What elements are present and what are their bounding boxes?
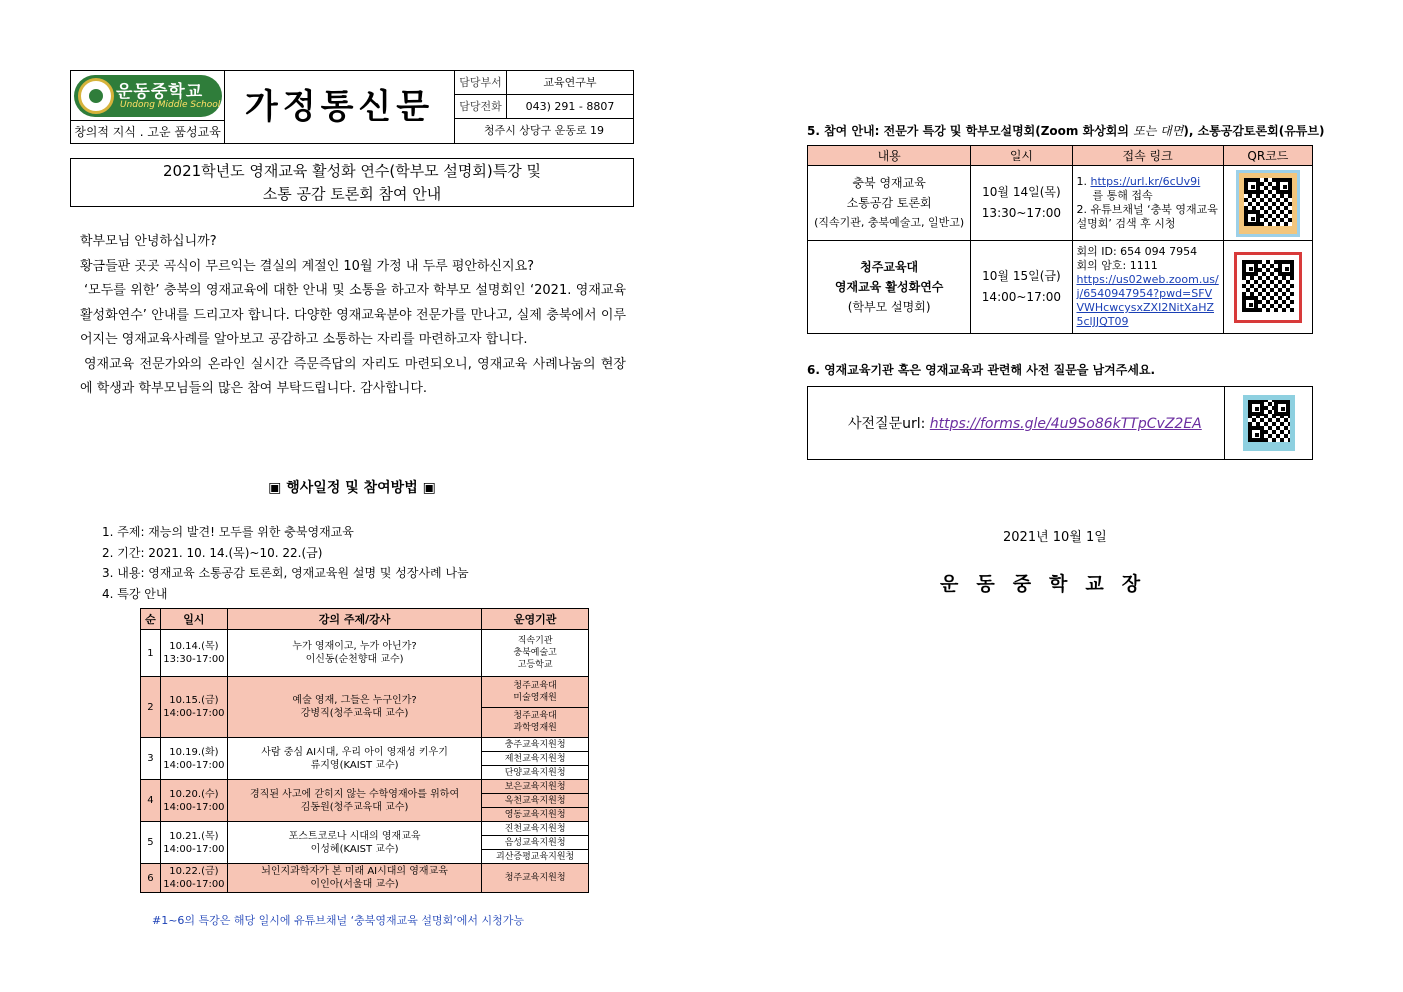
- org-name: 고등학교: [517, 660, 553, 670]
- table-row: [141, 864, 589, 893]
- org-name: 음성교육지원청: [482, 836, 589, 850]
- row-no: 3: [141, 738, 161, 780]
- dept-value: 교육연구부: [543, 76, 597, 89]
- qr-code-icon[interactable]: [1239, 173, 1297, 234]
- notice-subtitle: [70, 158, 634, 207]
- letter-body: [80, 230, 626, 402]
- table-row: [141, 677, 589, 708]
- org-name: 제천교육지원청: [482, 752, 589, 766]
- access-link-cell: [1072, 166, 1223, 241]
- row-org: [482, 677, 589, 708]
- link-instruction-1: [1077, 175, 1219, 203]
- lecture-schedule-table: [140, 608, 589, 893]
- lecture-speaker: 류지영(KAIST 교수): [310, 759, 399, 771]
- event-date: 10월 15일(금): [982, 269, 1061, 283]
- org-name: 영동교육지원청: [482, 808, 589, 822]
- row-datetime: [160, 822, 227, 864]
- meeting-password: 회의 암호: 1111: [1076, 259, 1158, 272]
- event-target: (직속기관, 충북예술고, 일반고): [814, 216, 965, 229]
- org-name: 직속기관: [517, 636, 553, 646]
- org-name: 옥천교육지원청: [482, 794, 589, 808]
- table-row: [141, 630, 589, 677]
- school-emblem-icon: [78, 78, 114, 114]
- row-date: 10.19.(화): [169, 746, 219, 758]
- event-content: [808, 241, 971, 334]
- body-paragraph-1: 황금들판 곳곳 곡식이 무르익는 결실의 계절인 10월 가정 내 두루 평안하신지요?: [80, 258, 535, 274]
- principal-signature: 운동중학교장: [940, 573, 1159, 595]
- col-header-no: 순: [141, 609, 161, 630]
- table-row: [141, 822, 589, 836]
- org-name: 청주교육대: [513, 711, 557, 722]
- letter-header: [70, 70, 634, 144]
- pre-question-text: [848, 413, 1202, 433]
- section5-title-c: ), 소통공감토론회(유튜브): [1183, 124, 1325, 138]
- short-url-link[interactable]: https://url.kr/6cUv9i: [1090, 175, 1201, 188]
- event-target: (학부모 설명회): [847, 300, 931, 314]
- col-header-qr: QR코드: [1223, 146, 1312, 166]
- event-name-line: 소통공감 토론회: [846, 196, 932, 210]
- row-topic: [227, 864, 481, 893]
- event-time: 14:00~17:00: [981, 290, 1062, 304]
- phone-row: [455, 95, 633, 119]
- zoom-link[interactable]: https://us02web.zoom.us/j/6540947954?pwd=SFVVWHcwcysxZXI2NitXaHZ5clJJQT09: [1076, 273, 1219, 328]
- school-logo: [74, 75, 222, 117]
- row-datetime: [160, 738, 227, 780]
- list-item: 4. 특강 안내: [102, 586, 168, 601]
- schedule-section-title: ▣ 행사일정 및 참여방법 ▣: [268, 480, 436, 496]
- subtitle-line-1: 2021학년도 영재교육 활성화 연수(학부모 설명회)특강 및: [162, 162, 541, 180]
- row-datetime: [160, 780, 227, 822]
- row-org: [482, 630, 589, 677]
- row-no: 2: [141, 677, 161, 738]
- table-row: [808, 241, 1313, 334]
- school-name-en: Undong Middle School: [120, 100, 221, 110]
- letter-title: 가정통신문: [225, 71, 455, 143]
- col-header-content: 내용: [808, 146, 971, 166]
- table-row: [141, 738, 589, 752]
- org-name: 청주교육대: [513, 680, 557, 691]
- pre-question-link[interactable]: https://forms.gle/4u9So86kTTpCvZ2EA: [929, 416, 1202, 432]
- lecture-topic: 예술 영재, 그들은 누구인가?: [292, 695, 417, 706]
- org-name: 과학영재원: [513, 723, 557, 734]
- section5-title-italic: 또는 대면: [1133, 124, 1184, 138]
- org-name: 단양교육지원청: [482, 766, 589, 780]
- letter-date: 2021년 10월 1일: [1003, 530, 1107, 545]
- event-name-line: 청주교육대: [860, 260, 919, 274]
- row-time: 14:00-17:00: [163, 708, 225, 719]
- phone-value: 043) 291 - 8807: [525, 100, 615, 113]
- row-org: [482, 707, 589, 738]
- pre-question-label: 사전질문url:: [848, 416, 930, 432]
- link-instruction-2: 2. 유튜브채널 ‘충북 영재교육 설명회’ 검색 후 시청: [1076, 203, 1218, 230]
- greeting: 학부모님 안녕하십니까?: [80, 234, 217, 249]
- school-address: 청주시 상당구 운동로 19: [483, 124, 605, 137]
- phone-label: 담당전화: [455, 95, 507, 118]
- row-topic: [227, 780, 481, 822]
- body-paragraph-3: 영재교육 전문가와의 온라인 실시간 즉문즉답의 자리도 마련되오니, 영재교육 사례나눔의 현장에 학생과 학부모님들의 많은 참여 부탁드립니다. 감사합니다.: [80, 356, 626, 396]
- lecture-topic: 누가 영재이고, 누가 아닌가?: [292, 641, 417, 652]
- event-name-line: 영재교육 활성화연수: [834, 280, 944, 294]
- list-item: 3. 내용: 영재교육 소통공감 토론회, 영재교육원 설명 및 성장사례 나눔: [102, 566, 469, 580]
- school-name-kr: 운동중학교: [116, 82, 204, 102]
- section5-title: [807, 122, 1324, 139]
- row-no: 6: [141, 864, 161, 893]
- col-header-datetime: 일시: [160, 609, 227, 630]
- row-date: 10.22.(금): [169, 866, 219, 877]
- dept-row: [455, 71, 633, 95]
- table-row: [141, 780, 589, 794]
- org-name: 진천교육지원청: [482, 822, 589, 836]
- qr-code-icon[interactable]: [1237, 255, 1299, 320]
- row-datetime: [160, 677, 227, 738]
- event-datetime: [971, 241, 1072, 334]
- pre-question-box: [807, 386, 1313, 460]
- row-time: 14:00-17:00: [163, 801, 225, 813]
- school-motto: 창의적 지식 . 고운 품성교육: [71, 121, 225, 143]
- lecture-speaker: 김동원(청주교육대 교수): [300, 801, 409, 813]
- list-item: 1. 주제: 재능의 발견! 모두를 위한 충북영재교육: [102, 525, 354, 539]
- row-date: 10.21.(목): [169, 830, 219, 842]
- org-name: 미술영재원: [513, 692, 557, 703]
- qr-cell: [1224, 387, 1312, 459]
- lecture-speaker: 강병직(청주교육대 교수): [300, 708, 409, 719]
- body-paragraph-2: ‘모두를 위한’ 충북의 영재교육에 대한 안내 및 소통을 하고자 학부모 설명회인 ‘2021. 영재교육 활성화연수’ 안내를 드리고자 합니다. 다양한 영재교육분야 전문가를 만나고, 실제 충북에서 이루어지는 영재교육사례를 알아보고 공감하고 소통하는 자리를 마련하고자 합니다.: [80, 283, 626, 347]
- org-name: 충북예술고: [513, 648, 557, 658]
- row-time: 13:30-17:00: [163, 654, 225, 665]
- list-item: 2. 기간: 2021. 10. 14.(목)~10. 22.(금): [102, 545, 323, 560]
- row-no: 5: [141, 822, 161, 864]
- col-header-org: 운영기관: [482, 609, 589, 630]
- qr-cell: [1223, 241, 1312, 334]
- row-datetime: [160, 630, 227, 677]
- row-date: 10.20.(수): [169, 788, 219, 800]
- section5-title-a: 5. 참여 안내: 전문가 특강 및 학부모설명회(Zoom 화상회의: [807, 124, 1134, 138]
- lecture-speaker: 이인아(서울대 교수): [310, 879, 399, 890]
- col-header-datetime: 일시: [971, 146, 1072, 166]
- qr-cell: [1223, 166, 1312, 241]
- list-number: 1.: [1076, 175, 1087, 188]
- school-logo-cell: [71, 71, 225, 121]
- lecture-speaker: 이신동(순천향대 교수): [305, 654, 404, 665]
- row-topic: [227, 822, 481, 864]
- event-info-list: [102, 522, 469, 604]
- section6-title: 6. 영재교육기관 혹은 영재교육과 관련해 사전 질문을 남겨주세요.: [807, 363, 1156, 377]
- row-date: 10.15.(금): [169, 695, 219, 706]
- dept-label: 담당부서: [455, 71, 507, 94]
- meeting-id: 회의 ID: 654 094 7954: [1076, 245, 1198, 258]
- row-no: 4: [141, 780, 161, 822]
- youtube-note: #1~6의 특강은 해당 일시에 유튜브채널 ‘충북영재교육 설명회’에서 시청가능: [152, 914, 525, 927]
- col-header-link: 접속 링크: [1072, 146, 1223, 166]
- access-link-cell: [1072, 241, 1223, 334]
- col-header-topic: 강의 주제/강사: [227, 609, 481, 630]
- org-name: 청주교육지원청: [482, 864, 589, 893]
- row-topic: [227, 630, 481, 677]
- event-name-line: 충북 영재교육: [852, 176, 926, 190]
- row-date: 10.14.(목): [169, 641, 219, 652]
- lecture-topic: 포스트코로나 시대의 영재교육: [288, 830, 421, 842]
- row-topic: [227, 677, 481, 738]
- subtitle-line-2: 소통 공감 토론회 참여 안내: [262, 185, 442, 203]
- lecture-speaker: 이성혜(KAIST 교수): [310, 843, 399, 855]
- event-datetime: [971, 166, 1072, 241]
- org-name: 보은교육지원청: [482, 780, 589, 794]
- participation-table: [807, 145, 1313, 334]
- event-date: 10월 14일(목): [982, 185, 1061, 199]
- row-topic: [227, 738, 481, 780]
- link-instruction-text: 를 통해 접속: [1092, 189, 1153, 202]
- row-time: 14:00-17:00: [163, 843, 225, 855]
- lecture-topic: 뇌인지과학자가 본 미래 AI시대의 영재교육: [261, 866, 448, 877]
- table-row: [808, 166, 1313, 241]
- row-datetime: [160, 864, 227, 893]
- row-no: 1: [141, 630, 161, 677]
- lecture-topic: 사람 중심 AI시대, 우리 아이 영재성 키우기: [261, 746, 448, 758]
- event-content: [808, 166, 971, 241]
- row-time: 14:00-17:00: [163, 879, 225, 890]
- qr-code-icon[interactable]: [1243, 395, 1295, 451]
- lecture-topic: 경직된 사고에 갇히지 않는 수학영재아를 위하여: [250, 788, 460, 800]
- org-name: 충주교육지원청: [482, 738, 589, 752]
- event-time: 13:30~17:00: [981, 206, 1062, 220]
- row-time: 14:00-17:00: [163, 759, 225, 771]
- org-name: 괴산증평교육지원청: [482, 850, 589, 864]
